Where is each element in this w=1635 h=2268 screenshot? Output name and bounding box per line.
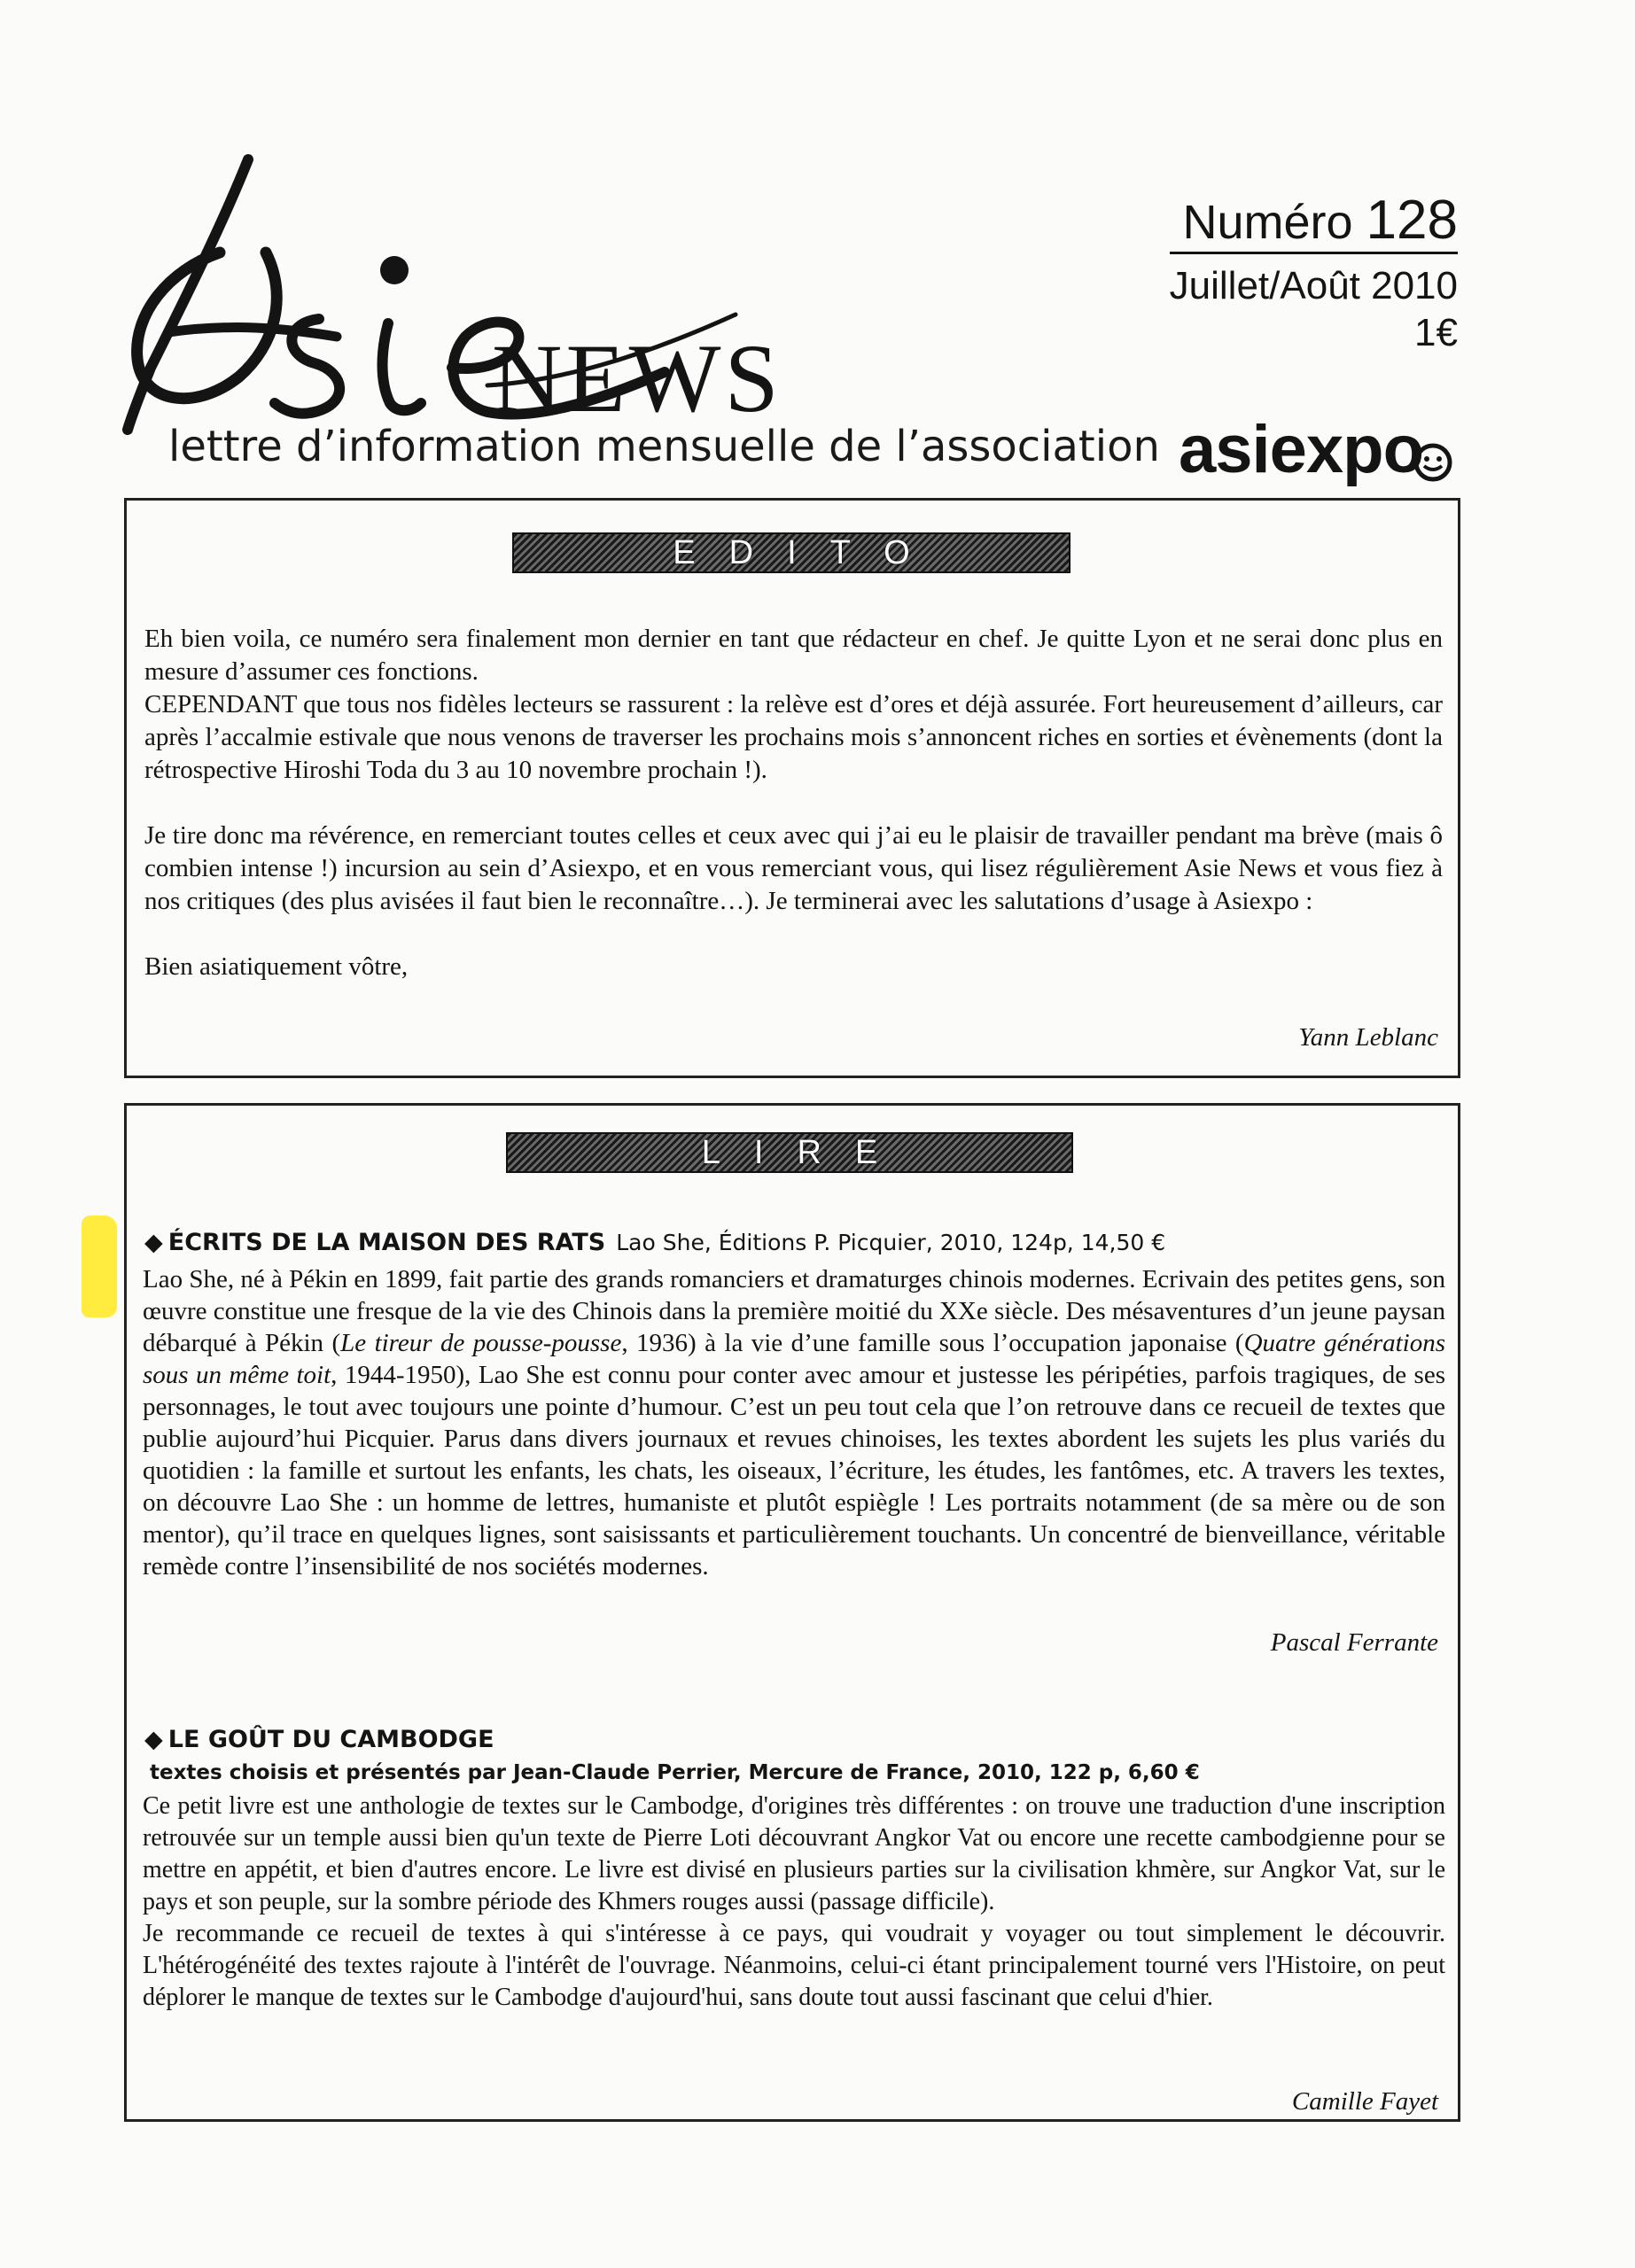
edito-banner-label: EDITO: [673, 533, 944, 571]
article-paragraph: Ce petit livre est une anthologie de textes sur le Cambodge, d'origines très différentes : on trouve une traduction d'une inscription retrouvée sur un temple aussi bien qu'un texte de Pierre Loti découvrant Angkor Vat ou encore une recette cambodgienne pour se mettre en appétit, et bien d'autres encore. Le livre est divisé en plusieurs parties sur la civilisation khmère, sur Angkor Vat, sur le pays et son peuple, sur la sombre période des Khmers rouges aussi (passage difficile).: [143, 1792, 1445, 1915]
article-body: [143, 1263, 1445, 1582]
edito-paragraph: Je tire donc ma révérence, en remerciant toutes celles et ceux avec qui j’ai eu le plaisir de travailler pendant ma brève (mais ô combien intense !) incursion au sein d’Asiexpo, et en vous remerciant vous, qui lisez régulièrement Asie News et vous fiez à nos critiques (des plus avisées il faut bien le reconnaître…). Je terminerai avec les salutations d’usage à Asiexpo :: [144, 821, 1443, 915]
article-text: Lao She, né à Pékin en 1899, fait partie des grands romanciers et dramaturges chinois modernes. Ecrivain des petites gens, son œuvre constitue une fresque de la vie des Chinois dans la première moitié du XXe siècle. Des mésaventures d’un jeune paysan débarqué à Pékin (: [143, 1265, 1445, 1357]
issue-date: Juillet/Août 2010: [1169, 264, 1458, 307]
edito-paragraph: CEPENDANT que tous nos fidèles lecteurs se rassurent : la relève est d’ores et déjà assurée. Fort heureusement d’ailleurs, car après l’accalmie estivale que nous venons de traverser les prochains mois s’annoncent riches en sorties et évènements (dont la rétrospective Hiroshi Toda du 3 au 10 novembre prochain !).: [144, 690, 1443, 784]
issue-label: Numéro: [1182, 196, 1353, 249]
issue-number: 128: [1366, 190, 1458, 251]
edito-signature: Yann Leblanc: [1298, 1023, 1438, 1052]
issue-price: 1€: [1414, 311, 1458, 354]
smiley-face-icon: [1413, 443, 1452, 482]
article-signature: Pascal Ferrante: [1270, 1628, 1438, 1657]
article-body: [143, 1790, 1445, 2014]
diamond-bullet-icon: ◆: [144, 1229, 163, 1256]
edito-banner: [512, 532, 1071, 573]
article-heading: [144, 1724, 494, 1756]
edito-section: [124, 498, 1460, 1078]
lire-banner: [506, 1132, 1073, 1173]
highlighter-mark: [82, 1216, 117, 1317]
article-title: ÉCRITS DE LA MAISON DES RATS: [167, 1229, 606, 1256]
diamond-bullet-icon: ◆: [144, 1726, 163, 1753]
lire-banner-label: LIRE: [701, 1133, 912, 1171]
asiexpo-brand: asiexpo: [1179, 412, 1424, 487]
article-title: LE GOÛT DU CAMBODGE: [167, 1726, 494, 1753]
article-text: , 1936) à la vie d’une famille sous l’occupation japonaise (: [621, 1329, 1244, 1357]
news-wordmark: NEWS: [492, 324, 782, 432]
edito-body: [144, 623, 1443, 983]
article-signature: Camille Fayet: [1291, 2087, 1438, 2116]
book-title: Le tireur de pousse-pousse: [340, 1329, 622, 1357]
issue-info: [1169, 190, 1458, 355]
lire-section: [124, 1103, 1460, 2122]
tagline: lettre d’information mensuelle de l’association: [168, 422, 1160, 471]
edito-paragraph: Eh bien voila, ce numéro sera finalement mon dernier en tant que rédacteur en chef. Je quitte Lyon et ne serai donc plus en mesure d’assumer ces fonctions.: [144, 625, 1443, 686]
edito-paragraph: Bien asiatiquement vôtre,: [144, 952, 409, 981]
book-title: Quatre générations sous un même toit: [143, 1329, 1446, 1389]
article-meta: Lao She, Éditions P. Picquier, 2010, 124p, 14,50 €: [616, 1230, 1166, 1255]
article-meta: textes choisis et présentés par Jean-Claude Perrier, Mercure de France, 2010, 122 p, 6,60 €: [150, 1761, 1200, 1784]
article-paragraph: Je recommande ce recueil de textes à qui s'intéresse à ce pays, qui voudrait y voyager ou tout simplement le découvrir. L'hétérogénéité des textes rajoute à l'intérêt de l'ouvrage. Néanmoins, celui-ci étant principalement tourné vers l'Histoire, on peut déplorer le manque de textes sur le Cambodge d'aujourd'hui, sans doute tout aussi fascinant que celui d'hier.: [143, 1920, 1445, 2011]
masthead: [0, 0, 1635, 496]
article-heading: [144, 1227, 1165, 1259]
article-text: , 1944-1950), Lao She est connu pour conter avec amour et justesse les péripéties, parfois tragiques, de ses personnages, le tout avec toujours une pointe d’humour. C’est un peu tout cela que l’on retrouve dans ce recueil de textes que publie aujourd’hui Picquier. Parus dans divers journaux et revues chinoises, les textes abordent les sujets les plus variés du quotidien : la famille et surtout les enfants, les chats, les oiseaux, l’écriture, les études, les fantômes, etc. A travers les textes, on découvre Lao She : un homme de lettres, humaniste et plutôt espiègle ! Les portraits notamment (de sa mère ou de son mentor), qu’il trace en quelques lignes, sont saisissants et particulièrement touchants. Un concentré de bienveillance, véritable remède contre l’insensibilité de nos sociétés modernes.: [143, 1361, 1445, 1581]
issue-number-line: [1170, 190, 1458, 254]
